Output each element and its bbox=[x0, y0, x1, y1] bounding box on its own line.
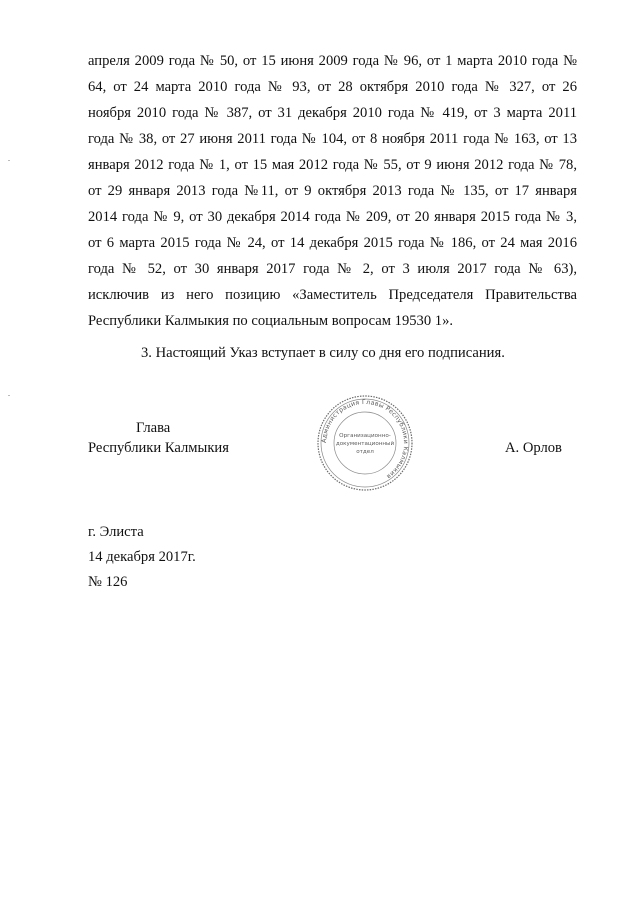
body-line: года № 52, от 30 января 2017 года № 2, от 3 июля 2017 года № 63), bbox=[88, 261, 577, 277]
body-line: 2014 года № 9, от 30 декабря 2014 года № 209, от 20 января 2015 года № 3, bbox=[88, 209, 577, 225]
footer-number: № 126 bbox=[88, 574, 128, 590]
body-line: исключив из него позицию «Заместитель Председателя Правительства bbox=[88, 287, 577, 303]
scan-margin-mark bbox=[8, 160, 10, 161]
signatory-name: А. Орлов bbox=[505, 440, 562, 456]
seal-inner-line-3: отдел bbox=[356, 449, 374, 455]
footer-city: г. Элиста bbox=[88, 524, 144, 540]
signatory-title-line-2: Республики Калмыкия bbox=[88, 440, 229, 456]
document-footer bbox=[88, 520, 196, 595]
body-line: апреля 2009 года № 50, от 15 июня 2009 года № 96, от 1 марта 2010 года № bbox=[88, 53, 577, 69]
body-line: от 29 января 2013 года №11, от 9 октября 2013 года № 135, от 17 января bbox=[88, 183, 577, 199]
body-line: января 2012 года № 1, от 15 мая 2012 года № 55, от 9 июня 2012 года № 78, bbox=[88, 157, 577, 173]
body-line: 64, от 24 марта 2010 года № 93, от 28 октября 2010 года № 327, от 26 bbox=[88, 79, 577, 95]
body-line: от 6 марта 2015 года № 24, от 14 декабря 2015 года № 186, от 24 мая 2016 bbox=[88, 235, 577, 251]
footer-date: 14 декабря 2017г. bbox=[88, 549, 196, 565]
scan-margin-mark bbox=[8, 395, 10, 396]
body-line: года № 38, от 27 июня 2011 года № 104, от 8 ноября 2011 года № 163, от 13 bbox=[88, 131, 577, 147]
seal-inner-line-2: документационный bbox=[335, 441, 395, 447]
paragraph-3: 3. Настоящий Указ вступает в силу со дня его подписания. bbox=[141, 345, 505, 361]
seal-inner-line-1: Организационно- bbox=[339, 433, 391, 439]
body-line: Республики Калмыкия по социальным вопросам 19530 1». bbox=[88, 313, 454, 329]
official-seal-graphic bbox=[315, 393, 415, 493]
body-line: ноября 2010 года № 387, от 31 декабря 2010 года № 419, от 3 марта 2011 bbox=[88, 105, 577, 121]
signatory-title bbox=[88, 418, 229, 458]
paragraph-2-continuation bbox=[88, 48, 577, 334]
signatory-title-line-1: Глава bbox=[136, 420, 171, 436]
official-seal bbox=[315, 393, 415, 493]
seal-outer-text: Администрация Главы Республики Калмыкия bbox=[320, 398, 410, 480]
